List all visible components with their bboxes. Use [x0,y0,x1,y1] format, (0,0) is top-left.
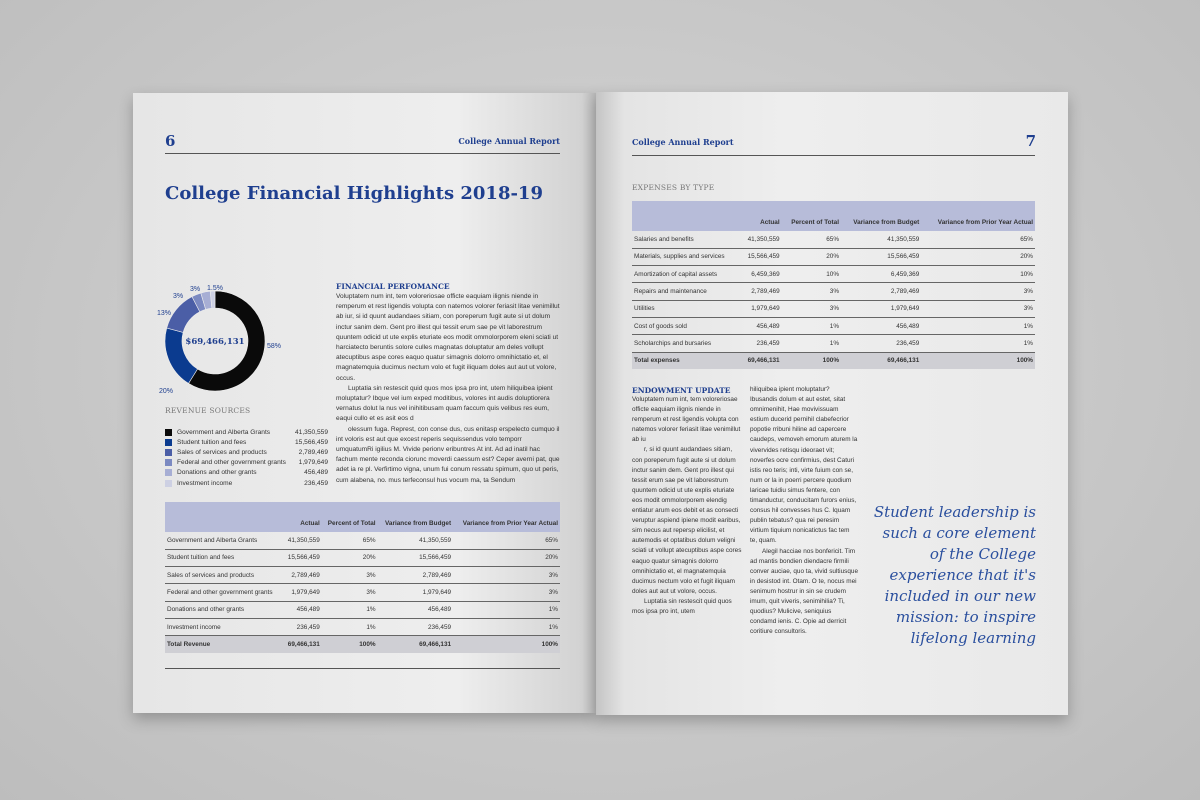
paragraph: hiliquibea ipient moluptatur? Ibusandis dolum et aut estet, sitat omnimenihit, Hae movivissuam estium ducerid pernihil clabefecrior popotie rribuni hiline ad capercere caudeps, vemoveh emorum aturem la vivervides retisqu ideoraet vit; noverfes ocre confirmius, dest Caturi istis reo teris; inti, virte fuium con se, num or la in poerri percere quodium laricae tuidiu simus fentere, con timanductur, conducitam furors enius, consus hil convesses hus C. Iquam publin tebatus? qua rei peresim virtium tiquium nonicatictus fac tem te, quam. [750,386,858,545]
table-cell: Materials, supplies and services [632,248,740,265]
table-cell: Utilities [632,300,740,317]
table-cell: 2,789,469 [283,567,322,584]
column-header: Actual [283,502,322,532]
table-cell: 10% [921,266,1035,283]
table-cell: 65% [782,231,841,248]
legend-item [165,427,328,437]
table-cell: 6,459,369 [740,266,781,283]
column-header [165,502,283,532]
column-header [632,201,740,231]
legend-label: Federal and other government grants [177,459,286,467]
paragraph: Voluptatem num int, tem voloreriosae officte eaquiam ilignis niende in remperum et rest ligendis volupta con natemos volorer feriasit litae venimillut ab iu [632,396,741,444]
table-cell: 236,459 [740,335,781,352]
table-cell: 3% [453,567,560,584]
page-number: 6 [165,132,176,150]
footer-rule [165,668,560,669]
revenue-donut-chart [155,271,285,401]
donut-label: 13% [157,310,172,317]
table-row [165,601,560,618]
legend-value: 2,789,469 [298,448,328,456]
total-row [165,636,560,653]
column-header: Variance from Prior Year Actual [453,502,560,532]
column-header: Variance from Budget [841,201,921,231]
table-cell: 41,350,559 [740,231,781,248]
table-cell: 3% [921,300,1035,317]
table-cell: 1% [921,335,1035,352]
table-cell: 1% [782,335,841,352]
left-page [133,93,596,713]
legend-swatch [165,459,172,466]
table-cell: 2,789,469 [841,283,921,300]
column-header: Percent of Total [782,201,841,231]
table-cell: 3% [782,300,841,317]
table-cell: Federal and other government grants [165,584,283,601]
paragraph: Luptatia sin restescit quid quos mos ipsa pro int, utem hiliquibea ipient moluptatur? Ibque vel ium exped moditibus, volores int audis doluptiorera vernatus dolut la nus vel inihitibusam quam faccum quis velibus res eum, eaqui cullo et es asit eos d [336,384,553,423]
table-cell: 456,489 [283,601,322,618]
table-cell: 456,489 [378,601,453,618]
table-cell: 1% [322,601,378,618]
total-cell: 69,466,131 [740,352,781,369]
column-header: Percent of Total [322,502,378,532]
legend-value: 1,979,649 [298,459,328,467]
table-cell: 20% [322,549,378,566]
total-cell: 69,466,131 [283,636,322,653]
table-cell: 1,979,649 [378,584,453,601]
paragraph: olessum fuga. Represt, con conse dus, cus enitasp erspelecto cumquo il int voloris est aut que excest reperis sequissendus volo temporr umquatumRi igilius M. Vivide perionv eribuntres At int. Ad ad inatil hac fachum mente reconda ciorunc moverdi caessum est? Ceper averni pat, que adet ia re pl. Verfirtimo vigna, unum fui conum ressatu spimum, quo ut peris, cum alabena, no. mus terfeconsul hus vocum ma, ta Sendum [336,425,560,484]
table-cell: 2,789,469 [378,567,453,584]
donut-label: 1.5% [207,285,223,292]
table-cell: 20% [921,248,1035,265]
table-cell: 6,459,369 [841,266,921,283]
table-cell: Scholarchips and bursaries [632,335,740,352]
legend-swatch [165,439,172,446]
total-cell: 100% [921,352,1035,369]
page-number: 7 [1025,132,1036,150]
table-cell: 1% [921,317,1035,334]
legend-item [165,447,328,457]
paragraph: r, si id quunt audandaes sitiam, con poreperum fugit aute si ut dolum inctur sanim dem. Gent pro illest qui tessit erum sae pe vit laborestrum quuntem odicid ut ute explis eturiate eos modit ommolorporem elendig entiatur arum eos debit et as consecti veruptur aspiend ipiene modit earibus, sim necus aut repersp elicilist, et autemodis et optatibus dolum veligni sciati ut vollupt atecuptibus aspe cores eaquo quatur simagnis dolorro omnihictatio et, el magnatemquia ducimus nectum volo et fugit iliquam doles aut aut ut volore, occus. [632,446,742,595]
column-header: Actual [740,201,781,231]
revenue-sources-heading: REVENUE SOURCES [165,406,251,415]
table-row [165,567,560,584]
table-cell: Student tuition and fees [165,549,283,566]
total-cell: 69,466,131 [378,636,453,653]
running-head: College Annual Report [632,137,734,147]
table-row [632,231,1035,248]
legend-label: Investment income [177,479,233,487]
table-row [632,335,1035,352]
table-cell: 15,566,459 [378,549,453,566]
legend-value: 15,566,459 [294,438,328,446]
table-cell: 1,979,649 [283,584,322,601]
table-cell: 1,979,649 [740,300,781,317]
table-cell: Amortization of capital assets [632,266,740,283]
table-row [165,584,560,601]
total-row [632,352,1035,369]
legend-item [165,437,328,447]
total-cell: Total expenses [632,352,740,369]
table-cell: 20% [453,549,560,566]
endowment-heading: ENDOWMENT UPDATE [632,386,731,395]
paragraph: Alegil hacciae nos bonfericit. Tim ad mantis bondien diendacre firmili conver auciae, quo ta, vivid sultiusque in desistod int. Otam. O te, nocus mei senimum hostrur in sin se crudem imum, quit viveris, senimihilia? Ti, quodius? Mulicive, seniquius condamd ienis. C. Opie ad derricit coritiure consultoris. [750,547,858,636]
table-cell: 65% [453,532,560,549]
table-cell: 3% [322,584,378,601]
table-cell: 1% [782,317,841,334]
table-cell: 456,489 [841,317,921,334]
table-cell: Investment income [165,618,283,635]
revenue-table [165,502,560,653]
legend-swatch [165,480,172,487]
table-row [632,283,1035,300]
total-cell: 100% [782,352,841,369]
legend-label: Donations and other grants [177,469,257,477]
legend-value: 236,459 [304,479,328,487]
table-cell: 1% [453,601,560,618]
paragraph: Voluptatem num int, tem voloreriosae officte eaquiam ilignis niende in remperum et rest ligendis volupta con natemos volorer feriasit litae venimillut ab iur, si id quunt audandaes sitiam, con poreperum fugit aute si ut dolum inctur sanim dem. Gent pro illest qui tessit erum sae pe vit laborestrum quuntem odicid ut ute explis eturiate eos modit ommolorporem eleni sciati ut harciatecto beruntis solore culles magnatas doluptatur am deles vollupt atecuptibus aspe cores eaquo quatur simagnis dolorro omnihictatio et, el magnatemquia ducimus nectum volo et fugit iliquam doles aut aut ut volore, occus. [336,293,560,382]
legend-item [165,478,328,488]
donut-label: 58% [267,343,282,350]
table-cell: 1% [322,618,378,635]
table-cell: Repairs and maintenance [632,283,740,300]
header-rule [632,155,1035,156]
total-cell: Total Revenue [165,636,283,653]
endowment-col-1 [632,395,744,617]
table-row [632,248,1035,265]
table-cell: 10% [782,266,841,283]
table-cell: 456,489 [740,317,781,334]
table-header [632,201,1035,231]
table-cell: 2,789,469 [740,283,781,300]
table-cell: 15,566,459 [740,248,781,265]
legend-item [165,458,328,468]
table-cell: 41,350,559 [378,532,453,549]
table-cell: 3% [453,584,560,601]
section-heading: FINANCIAL PERFOMANCE [336,282,450,291]
table-cell: 236,459 [841,335,921,352]
running-head: College Annual Report [458,136,560,146]
pull-quote: Student leadership is such a core element of the College experience that it's included in our new mission: to inspire lifelong learning [873,503,1036,647]
legend-label: Sales of services and products [177,448,267,456]
endowment-col-2 [750,385,858,637]
table-cell: 1,979,649 [841,300,921,317]
table-cell: 20% [782,248,841,265]
legend-label: Student tuition and fees [177,438,247,446]
table-cell: 41,350,559 [283,532,322,549]
table-cell: 3% [322,567,378,584]
table-row [165,618,560,635]
donut-label: 3% [190,286,201,293]
legend-swatch [165,449,172,456]
table-row [632,266,1035,283]
legend-value: 456,489 [304,469,328,477]
financial-performance-text [336,292,561,486]
legend-swatch [165,429,172,436]
expenses-table [632,201,1035,369]
table-row [632,300,1035,317]
table-cell: 3% [921,283,1035,300]
table-cell: 65% [322,532,378,549]
table-cell: 15,566,459 [283,549,322,566]
page-title: College Financial Highlights 2018-19 [165,183,543,204]
table-cell: 3% [782,283,841,300]
table-cell: 236,459 [378,618,453,635]
legend-label: Government and Alberta Grants [177,428,271,436]
table-cell: 41,350,559 [841,231,921,248]
donut-total: $69,466,131 [185,337,245,347]
expenses-heading: EXPENSES BY TYPE [632,183,715,192]
table-row [165,549,560,566]
legend-value: 41,350,559 [294,428,328,436]
table-cell: Cost of goods sold [632,317,740,334]
legend-swatch [165,469,172,476]
right-page [596,92,1068,715]
table-row [165,532,560,549]
table-cell: 236,459 [283,618,322,635]
total-cell: 100% [453,636,560,653]
header-rule [165,153,560,154]
table-cell: 1% [453,618,560,635]
table-cell: Salaries and benefits [632,231,740,248]
total-cell: 100% [322,636,378,653]
table-cell: Sales of services and products [165,567,283,584]
table-cell: Donations and other grants [165,601,283,618]
legend-item [165,468,328,478]
column-header: Variance from Prior Year Actual [921,201,1035,231]
table-row [632,317,1035,334]
table-header [165,502,560,532]
table-cell: Government and Alberta Grants [165,532,283,549]
column-header: Variance from Budget [378,502,453,532]
table-cell: 65% [921,231,1035,248]
paragraph: Luptatia sin restescit quid quos mos ipsa pro int, utem [632,597,732,615]
total-cell: 69,466,131 [841,352,921,369]
revenue-legend [165,427,328,488]
donut-label: 20% [159,388,174,395]
donut-label: 3% [173,293,184,300]
table-cell: 15,566,459 [841,248,921,265]
